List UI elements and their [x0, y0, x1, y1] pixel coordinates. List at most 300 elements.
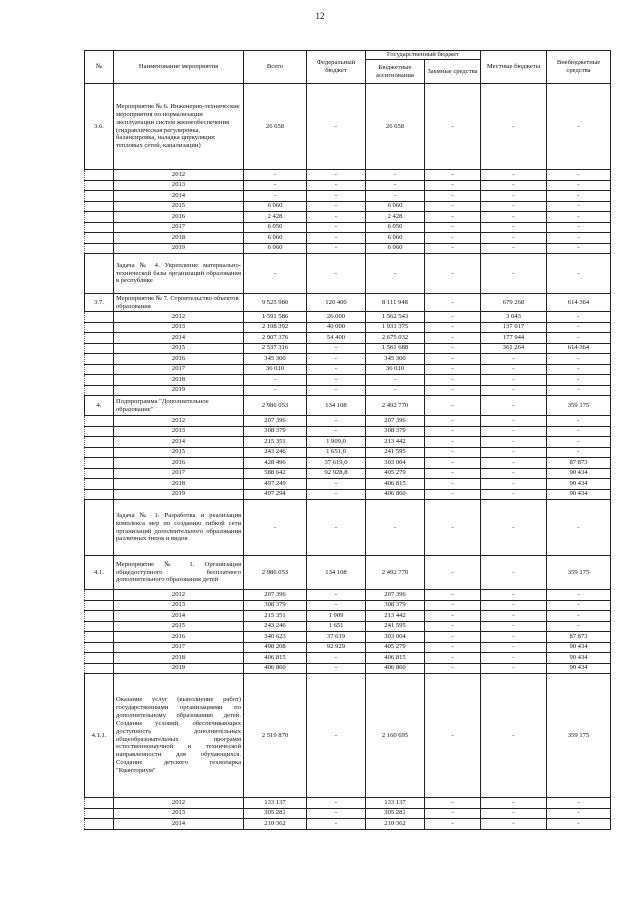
cell-local: 679 268: [481, 294, 547, 312]
cell-alloc: 2 675 032: [366, 333, 425, 344]
cell-extra: -: [547, 364, 611, 375]
cell-fed: 26 000: [307, 312, 366, 323]
row-number: [85, 243, 114, 254]
cell-fed: 92 928,8: [307, 468, 366, 479]
row-number: [85, 426, 114, 437]
year-row: [85, 364, 611, 375]
page-number: 12: [315, 11, 325, 21]
cell-loan: -: [425, 212, 481, 223]
cell-total: 6 060: [244, 201, 307, 212]
cell-total: 428 496: [244, 458, 307, 469]
cell-alloc: 303 004: [366, 458, 425, 469]
cell-local: -: [481, 385, 547, 396]
cell-total: 26 658: [244, 84, 307, 170]
row-name: Мероприятие № 6. Инженерно-технические мероприятия по нормализации эксплуатации систем жизнеобеспечения (гидравлическая регулировка, балансировка, наладка циркуляции тепловых сетей, канализации): [114, 84, 244, 170]
cell-fed: -: [307, 180, 366, 191]
row-name: Мероприятие № 1. Организация общедоступного бесплатного дополнительного образования детей: [114, 556, 244, 590]
row-number: 4.1.: [85, 556, 114, 590]
cell-fed: -: [307, 243, 366, 254]
row-name: Подпрограмма "Дополнительное образование": [114, 396, 244, 416]
cell-extra: 90 434: [547, 479, 611, 490]
header-extra: Внебюджетные средства: [547, 51, 611, 84]
year-row: [85, 437, 611, 448]
cell-loan: -: [425, 364, 481, 375]
cell-fed: -: [307, 798, 366, 809]
cell-local: -: [481, 222, 547, 233]
row-number: [85, 500, 114, 556]
cell-extra: -: [547, 243, 611, 254]
cell-fed: -: [307, 600, 366, 611]
row-year: 2019: [114, 385, 244, 396]
row-year: 2017: [114, 364, 244, 375]
row-number: [85, 798, 114, 809]
cell-fed: -: [307, 212, 366, 223]
row-year: 2012: [114, 416, 244, 427]
cell-total: -: [244, 191, 307, 202]
row-year: 2016: [114, 458, 244, 469]
cell-local: -: [481, 642, 547, 653]
cell-extra: -: [547, 590, 611, 601]
row-year: 2012: [114, 312, 244, 323]
cell-extra: -: [547, 385, 611, 396]
cell-loan: -: [425, 621, 481, 632]
cell-alloc: 345 300: [366, 354, 425, 365]
cell-extra: -: [547, 375, 611, 386]
cell-extra: 90 434: [547, 653, 611, 664]
cell-alloc: 405 279: [366, 468, 425, 479]
row-year: 2013: [114, 808, 244, 819]
cell-alloc: 207 396: [366, 416, 425, 427]
cell-fed: -: [307, 343, 366, 354]
cell-fed: 40 000: [307, 322, 366, 333]
cell-local: -: [481, 212, 547, 223]
row-number: [85, 180, 114, 191]
cell-total: 215 351: [244, 611, 307, 622]
row-number: [85, 642, 114, 653]
year-row: [85, 416, 611, 427]
year-row: [85, 354, 611, 365]
cell-local: -: [481, 375, 547, 386]
cell-alloc: 406 860: [366, 663, 425, 674]
cell-extra: -: [547, 233, 611, 244]
cell-alloc: 2 492 770: [366, 556, 425, 590]
row-number: [85, 364, 114, 375]
cell-fed: 1 909,0: [307, 437, 366, 448]
cell-local: -: [481, 170, 547, 181]
cell-fed: -: [307, 590, 366, 601]
row-year: 2014: [114, 611, 244, 622]
cell-alloc: 303 004: [366, 632, 425, 643]
cell-loan: -: [425, 674, 481, 798]
row-number: [85, 416, 114, 427]
cell-local: -: [481, 663, 547, 674]
cell-loan: -: [425, 354, 481, 365]
cell-extra: -: [547, 798, 611, 809]
year-row: [85, 233, 611, 244]
row-number: [85, 819, 114, 830]
row-number: 3.6.: [85, 84, 114, 170]
row-name: Задача № 1. Разработка и реализация комплекса мер по созданию гибкой сети организаций дополнительного образования различных типов и видов: [114, 500, 244, 556]
cell-loan: -: [425, 201, 481, 212]
cell-total: 243 246: [244, 447, 307, 458]
cell-total: 498 208: [244, 642, 307, 653]
measure-row: [85, 84, 611, 170]
row-year: 2019: [114, 663, 244, 674]
row-number: [85, 458, 114, 469]
cell-alloc: -: [366, 180, 425, 191]
cell-loan: -: [425, 556, 481, 590]
cell-total: 308 379: [244, 600, 307, 611]
cell-fed: -: [307, 364, 366, 375]
row-number: [85, 354, 114, 365]
measure-row: [85, 674, 611, 798]
cell-fed: -: [307, 201, 366, 212]
cell-total: 9 525 980: [244, 294, 307, 312]
year-row: [85, 447, 611, 458]
year-row: [85, 611, 611, 622]
header-state-loan: Заемные средства: [425, 60, 481, 84]
cell-loan: -: [425, 343, 481, 354]
cell-extra: -: [547, 426, 611, 437]
cell-fed: -: [307, 479, 366, 490]
cell-local: 137 017: [481, 322, 547, 333]
cell-total: -: [244, 375, 307, 386]
cell-alloc: 6 060: [366, 243, 425, 254]
row-number: [85, 333, 114, 344]
cell-loan: -: [425, 500, 481, 556]
cell-local: -: [481, 621, 547, 632]
row-number: [85, 233, 114, 244]
row-number: [85, 489, 114, 500]
row-number: [85, 385, 114, 396]
cell-extra: -: [547, 170, 611, 181]
row-year: 2014: [114, 819, 244, 830]
cell-alloc: 406 815: [366, 653, 425, 664]
cell-total: 207 396: [244, 416, 307, 427]
row-name: Оказание услуг (выполнение работ) государственными организациями по дополнительному образованию детей. Создание условий, обеспечивающих доступность дополнительных общеобразовательных программ естественнонаучной и технической направленности для обучающихся. Создание детского технопарка "Кванториум": [114, 674, 244, 798]
cell-loan: -: [425, 254, 481, 294]
cell-loan: -: [425, 233, 481, 244]
cell-loan: -: [425, 170, 481, 181]
cell-total: 1 591 586: [244, 312, 307, 323]
header-state: Государственный бюджет: [366, 51, 481, 60]
cell-fed: -: [307, 808, 366, 819]
cell-loan: -: [425, 590, 481, 601]
row-year: 2015: [114, 201, 244, 212]
cell-total: 2 108 392: [244, 322, 307, 333]
cell-extra: -: [547, 222, 611, 233]
cell-local: -: [481, 808, 547, 819]
cell-loan: -: [425, 375, 481, 386]
cell-fed: 134 108: [307, 556, 366, 590]
cell-alloc: 241 595: [366, 621, 425, 632]
year-row: [85, 632, 611, 643]
cell-local: -: [481, 233, 547, 244]
cell-loan: -: [425, 632, 481, 643]
year-row: [85, 663, 611, 674]
cell-fed: 37 619: [307, 632, 366, 643]
row-number: [85, 468, 114, 479]
cell-local: -: [481, 396, 547, 416]
cell-loan: -: [425, 294, 481, 312]
cell-loan: -: [425, 447, 481, 458]
row-year: 2018: [114, 375, 244, 386]
year-row: [85, 312, 611, 323]
cell-local: -: [481, 354, 547, 365]
table-body: [85, 84, 611, 830]
cell-extra: -: [547, 84, 611, 170]
cell-local: -: [481, 632, 547, 643]
cell-fed: -: [307, 254, 366, 294]
cell-alloc: 305 281: [366, 808, 425, 819]
cell-alloc: 308 379: [366, 426, 425, 437]
cell-extra: -: [547, 600, 611, 611]
measure-row: [85, 396, 611, 416]
cell-loan: -: [425, 426, 481, 437]
cell-total: -: [244, 180, 307, 191]
cell-fed: 1 651: [307, 621, 366, 632]
cell-local: -: [481, 254, 547, 294]
cell-total: 2 986 053: [244, 556, 307, 590]
cell-alloc: -: [366, 500, 425, 556]
year-row: [85, 170, 611, 181]
cell-loan: -: [425, 437, 481, 448]
cell-extra: 90 434: [547, 489, 611, 500]
cell-alloc: -: [366, 170, 425, 181]
cell-alloc: 2 492 770: [366, 396, 425, 416]
budget-table: [84, 50, 611, 830]
row-year: 2013: [114, 600, 244, 611]
cell-loan: -: [425, 611, 481, 622]
header-state-alloc: Бюджетные ассигнования: [366, 60, 425, 84]
row-number: [85, 375, 114, 386]
year-row: [85, 808, 611, 819]
row-number: [85, 611, 114, 622]
year-row: [85, 426, 611, 437]
row-number: [85, 479, 114, 490]
cell-local: 177 944: [481, 333, 547, 344]
cell-alloc: -: [366, 375, 425, 386]
cell-local: -: [481, 611, 547, 622]
row-number: [85, 632, 114, 643]
cell-loan: -: [425, 663, 481, 674]
cell-extra: -: [547, 254, 611, 294]
cell-total: 133 137: [244, 798, 307, 809]
row-year: 2018: [114, 479, 244, 490]
cell-alloc: -: [366, 254, 425, 294]
row-number: [85, 808, 114, 819]
year-row: [85, 180, 611, 191]
row-year: 2015: [114, 343, 244, 354]
cell-extra: -: [547, 322, 611, 333]
cell-alloc: -: [366, 191, 425, 202]
cell-extra: -: [547, 447, 611, 458]
cell-loan: -: [425, 479, 481, 490]
row-number: [85, 653, 114, 664]
cell-extra: -: [547, 621, 611, 632]
cell-local: -: [481, 500, 547, 556]
cell-fed: -: [307, 233, 366, 244]
row-year: 2013: [114, 426, 244, 437]
year-row: [85, 642, 611, 653]
cell-loan: -: [425, 322, 481, 333]
row-year: 2012: [114, 590, 244, 601]
cell-fed: -: [307, 426, 366, 437]
cell-extra: 87 873: [547, 458, 611, 469]
cell-local: -: [481, 84, 547, 170]
cell-local: 3 043: [481, 312, 547, 323]
cell-loan: -: [425, 489, 481, 500]
cell-extra: -: [547, 333, 611, 344]
cell-local: -: [481, 819, 547, 830]
cell-extra: -: [547, 819, 611, 830]
year-row: [85, 590, 611, 601]
cell-total: 210 362: [244, 819, 307, 830]
year-row: [85, 468, 611, 479]
cell-extra: 90 434: [547, 468, 611, 479]
row-year: 2015: [114, 621, 244, 632]
row-number: [85, 191, 114, 202]
cell-alloc: 6 050: [366, 222, 425, 233]
year-row: [85, 819, 611, 830]
cell-loan: -: [425, 458, 481, 469]
cell-total: 308 379: [244, 426, 307, 437]
row-year: 2016: [114, 354, 244, 365]
cell-fed: -: [307, 375, 366, 386]
cell-loan: -: [425, 333, 481, 344]
cell-extra: -: [547, 201, 611, 212]
cell-loan: -: [425, 808, 481, 819]
cell-total: 6 060: [244, 233, 307, 244]
row-number: [85, 312, 114, 323]
cell-loan: -: [425, 416, 481, 427]
row-year: 2018: [114, 653, 244, 664]
row-number: [85, 222, 114, 233]
cell-alloc: 8 111 948: [366, 294, 425, 312]
cell-total: 497 294: [244, 489, 307, 500]
cell-fed: -: [307, 489, 366, 500]
task-row: [85, 254, 611, 294]
row-number: [85, 600, 114, 611]
cell-local: -: [481, 674, 547, 798]
year-row: [85, 798, 611, 809]
year-row: [85, 479, 611, 490]
cell-fed: -: [307, 663, 366, 674]
year-row: [85, 653, 611, 664]
header-total: Всего: [244, 51, 307, 84]
header-federal: Федеральный бюджет: [307, 51, 366, 84]
cell-fed: -: [307, 416, 366, 427]
cell-alloc: 6 060: [366, 201, 425, 212]
cell-alloc: 26 658: [366, 84, 425, 170]
row-number: [85, 322, 114, 333]
year-row: [85, 201, 611, 212]
cell-loan: -: [425, 468, 481, 479]
row-name: Мероприятие № 7. Строительство объектов образования: [114, 294, 244, 312]
cell-extra: 614 364: [547, 294, 611, 312]
cell-alloc: 133 137: [366, 798, 425, 809]
cell-local: -: [481, 437, 547, 448]
year-row: [85, 212, 611, 223]
cell-loan: -: [425, 798, 481, 809]
cell-total: -: [244, 170, 307, 181]
cell-total: 243 246: [244, 621, 307, 632]
cell-local: -: [481, 426, 547, 437]
row-year: 2012: [114, 170, 244, 181]
row-year: 2012: [114, 798, 244, 809]
year-row: [85, 222, 611, 233]
cell-alloc: 213 442: [366, 611, 425, 622]
cell-fed: 92 929: [307, 642, 366, 653]
cell-local: -: [481, 479, 547, 490]
row-year: 2014: [114, 437, 244, 448]
row-year: 2017: [114, 222, 244, 233]
cell-alloc: 308 379: [366, 600, 425, 611]
cell-fed: -: [307, 819, 366, 830]
cell-loan: -: [425, 180, 481, 191]
row-year: 2015: [114, 447, 244, 458]
cell-extra: -: [547, 191, 611, 202]
row-year: 2017: [114, 642, 244, 653]
row-year: 2013: [114, 180, 244, 191]
cell-total: 305 281: [244, 808, 307, 819]
cell-local: -: [481, 201, 547, 212]
cell-extra: -: [547, 437, 611, 448]
cell-local: -: [481, 489, 547, 500]
row-year: 2018: [114, 233, 244, 244]
cell-fed: 1 651,0: [307, 447, 366, 458]
measure-row: [85, 556, 611, 590]
cell-fed: 54 400: [307, 333, 366, 344]
cell-extra: -: [547, 312, 611, 323]
cell-fed: -: [307, 354, 366, 365]
year-row: [85, 333, 611, 344]
cell-loan: -: [425, 191, 481, 202]
row-number: [85, 437, 114, 448]
cell-total: 2 907 376: [244, 333, 307, 344]
cell-fed: -: [307, 500, 366, 556]
header-num: №: [85, 51, 114, 84]
cell-extra: 90 434: [547, 642, 611, 653]
year-row: [85, 375, 611, 386]
cell-alloc: 213 442: [366, 437, 425, 448]
task-row: [85, 500, 611, 556]
row-number: [85, 254, 114, 294]
cell-local: -: [481, 556, 547, 590]
cell-alloc: 210 362: [366, 819, 425, 830]
cell-total: 588 642: [244, 468, 307, 479]
cell-total: 2 428: [244, 212, 307, 223]
year-row: [85, 385, 611, 396]
cell-fed: -: [307, 170, 366, 181]
cell-total: 207 396: [244, 590, 307, 601]
row-number: 4.: [85, 396, 114, 416]
year-row: [85, 621, 611, 632]
cell-total: 36 010: [244, 364, 307, 375]
cell-alloc: 1 561 688: [366, 343, 425, 354]
row-number: [85, 212, 114, 223]
cell-total: 2 537 316: [244, 343, 307, 354]
cell-loan: -: [425, 819, 481, 830]
cell-loan: -: [425, 396, 481, 416]
year-row: [85, 343, 611, 354]
row-year: 2013: [114, 322, 244, 333]
cell-total: 345 300: [244, 354, 307, 365]
cell-total: -: [244, 385, 307, 396]
cell-local: -: [481, 468, 547, 479]
cell-total: 497 249: [244, 479, 307, 490]
cell-fed: 120 400: [307, 294, 366, 312]
